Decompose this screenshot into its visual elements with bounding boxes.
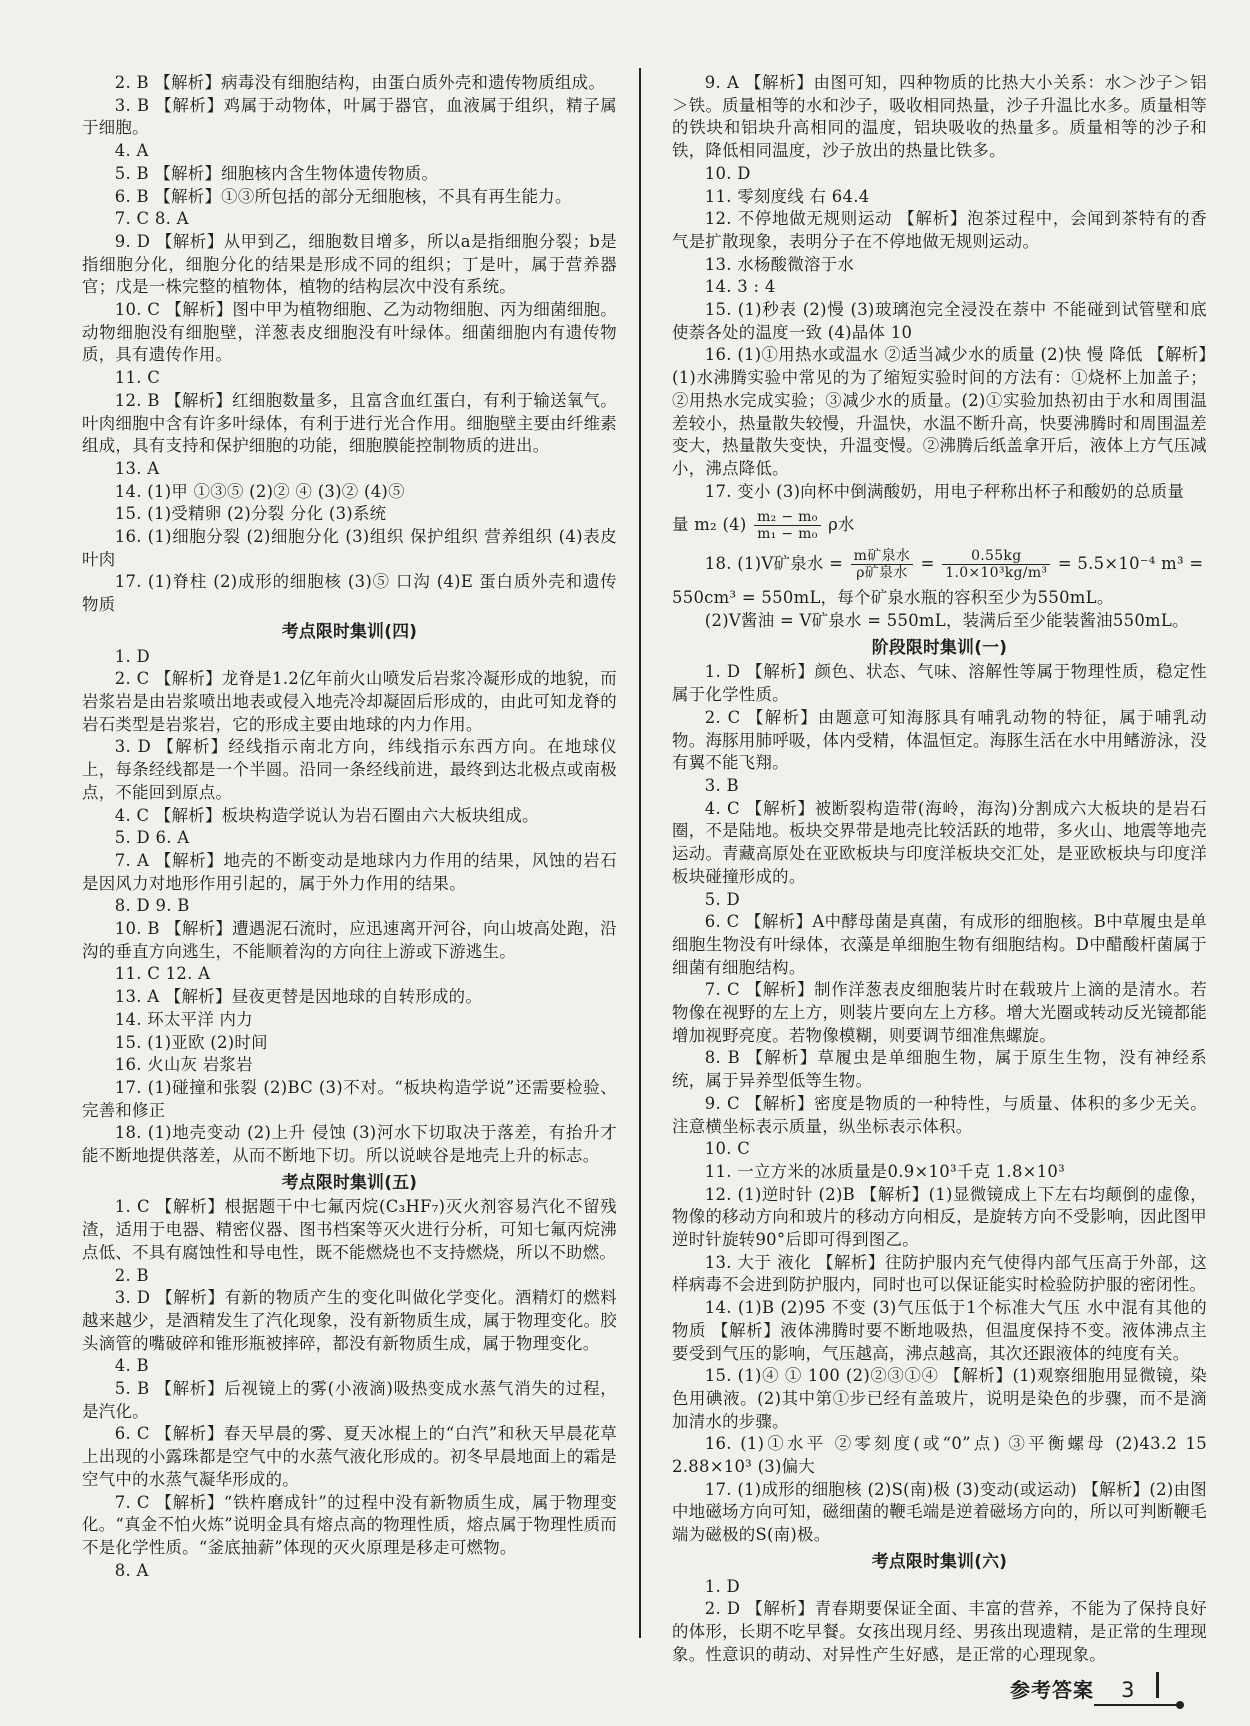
answer-item: 7. C 【解析】“铁杵磨成针”的过程中没有新物质生成，属于物理变化。“真金不怕火炼”说明金具有熔点高的物理性质，熔点属于物理性质而不是化学性质。“釜底抽薪”体现的灭火原理是移走可燃物。 xyxy=(82,1492,617,1557)
answer-18-line-2: 550cm³ = 550mL，每个矿泉水瓶的容积至少为550mL。 xyxy=(672,588,1114,608)
fraction-numerator: m₂ − m₀ xyxy=(754,509,821,526)
answer-item: 13. 大于 液化 【解析】往防护服内充气使得内部气压高于外部，这样病毒不会进到防护服内，同时也可以保证能实时检验防护服的密闭性。 xyxy=(672,1252,1207,1295)
answer-17-formula: 量 m₂ (4) $\frac{\text{m₂ − m₀}}{\text{m₁ − m₀}}$ ρ水 xyxy=(672,509,855,543)
density-fraction xyxy=(754,509,821,542)
answer-item: 8. A xyxy=(114,1560,149,1580)
answer-item: 7. C 8. A xyxy=(114,209,189,229)
fraction-denominator: m₁ − m₀ xyxy=(757,526,818,543)
answer-item: 3. D 【解析】经线指示南北方向，纬线指示东西方向。在地球仪上，每条经线都是一个半圆。沿同一条经线前进，最终到达北极点或南极点，不能回到原点。 xyxy=(82,737,617,802)
answer-item: 1. D xyxy=(114,646,150,666)
answer-18-line-3: (2)V酱油 = V矿泉水 = 550mL，装满后至少能装酱油550mL。 xyxy=(704,611,1189,631)
footer-bar xyxy=(1156,1672,1159,1698)
answer-item: 14. (1)B (2)95 不变 (3)气压低于1个标准大气压 水中混有其他的物质 【解析】液体沸腾时要不断地吸热，但温度保持不变。液体沸点主要受到气压的影响，气压越高，沸点越高，其次还跟液体的纯度有关。 xyxy=(672,1298,1207,1363)
answer-item: 4. C 【解析】被断裂构造带(海岭，海沟)分割成六大板块的是岩石圈，不是陆地。板块交界带是地壳比较活跃的地带，多火山、地震等地壳运动。青藏高原处在亚欧板块与印度洋板块交汇处，是亚欧板块与印度洋板块碰撞形成的。 xyxy=(672,798,1207,886)
answer-item: 10. C 【解析】图中甲为植物细胞、乙为动物细胞、丙为细菌细胞。动物细胞没有细胞壁，洋葱表皮细胞没有叶绿体。细菌细胞内有遗传物质，具有遗传作用。 xyxy=(82,300,617,365)
answer-item: 6. C 【解析】A中酵母菌是真菌，有成形的细胞核。B中草履虫是单细胞生物没有叶绿体，衣藻是单细胞生物有细胞结构。D中醋酸杆菌属于细菌有细胞结构。 xyxy=(672,912,1207,977)
right-answers-block-3 xyxy=(672,1576,1207,1667)
answer-item: 1. D xyxy=(704,1576,740,1596)
answer-item: 15. (1)亚欧 (2)时间 xyxy=(114,1032,268,1052)
answer-item: 14. 3 : 4 xyxy=(704,277,776,297)
answer-item: 14. (1)甲 ①③⑤ (2)② ④ (3)② (4)⑤ xyxy=(114,481,405,501)
q18-result: = 5.5×10⁻⁴ m³ = xyxy=(1057,554,1204,574)
left-answers-block-3 xyxy=(82,1196,617,1582)
mass-m2: m₂ xyxy=(694,515,717,535)
answer-item: 12. (1)逆时针 (2)B 【解析】(1)显微镜成上下左右均颠倒的虚像，物像的移动方向和玻片的移动方向相反，是旋转方向不受影响，因此图甲逆时针旋转90°后即可得到图乙。 xyxy=(672,1184,1207,1250)
answer-item: 17. (1)脊柱 (2)成形的细胞核 (3)⑤ 口沟 (4)E 蛋白质外壳和遗传物质 xyxy=(82,572,617,615)
answer-item: 5. D 6. A xyxy=(114,828,190,848)
answer-item: 4. A xyxy=(114,141,149,161)
q18-prefix: 18. (1)V矿泉水 = xyxy=(704,554,844,574)
answer-item: 8. D 9. B xyxy=(114,896,190,916)
part-4-label: (4) xyxy=(722,515,747,535)
answer-item: 2. C 【解析】由题意可知海豚具有哺乳动物的特征，属于哺乳动物。海豚用肺呼吸，体内受精，体温恒定。海豚生活在水中用鳍游泳，没有翼不能飞翔。 xyxy=(672,707,1207,773)
answer-item: 6. C 【解析】春天早晨的雾、夏天冰棍上的“白汽”和秋天早晨花草上出现的小露珠都是空气中的水蒸气液化形成的。初冬早晨地面上的霜是空气中的水蒸气凝华形成的。 xyxy=(82,1424,617,1489)
answer-item: 5. B 【解析】细胞核内含生物体遗传物质。 xyxy=(114,163,439,183)
answer-item: 11. C xyxy=(114,368,161,388)
answer-item: 16. (1)①用热水或温水 ②适当减少水的质量 (2)快 慢 降低 【解析】(1)水沸腾实验中常见的为了缩短实验时间的方法有：①烧杯上加盖子；②用热水完成实验；③减少水的质量。(2)①实验加热初由于水和周围温差较小，热量散失较慢，升温快，水温不断升高，快要沸腾时和周围温差变大，热量散失变快，升温变慢。②沸腾后纸盖拿开后，液体上方气压减小，沸点降低。 xyxy=(672,345,1207,478)
answer-item: 10. B 【解析】遭遇泥石流时，应迅速离开河谷，向山坡高处跑，沿沟的垂直方向逃生，不能顺着沟的方向往上游或下游逃生。 xyxy=(82,919,617,961)
page-footer xyxy=(1010,1674,1134,1703)
answer-item: 17. (1)成形的细胞核 (2)S(南)极 (3)变动(或运动) 【解析】(2)由图中地磁场方向可知，磁细菌的鞭毛端是逆着磁场方向的，所以可判断鞭毛端为磁极的S(南)极。 xyxy=(672,1479,1207,1545)
section-title-5: 考点限时集训(五) xyxy=(281,1171,418,1192)
answer-item: 13. 水杨酸微溶于水 xyxy=(704,254,855,274)
answer-item: 18. (1)地壳变动 (2)上升 侵蚀 (3)河水下切取决于落差，有抬升才能不断地提供落差，从而不断地下切。所以说峡谷是地壳上升的标志。 xyxy=(82,1123,617,1166)
q18-fraction-1 xyxy=(851,548,913,581)
answer-item: 4. B xyxy=(114,1356,149,1376)
answer-item: 11. 一立方米的冰质量是0.9×10³千克 1.8×10³ xyxy=(704,1161,1066,1181)
answer-item: 16. (1)①水平 ②零刻度(或“0”点) ③平衡螺母 (2)43.2 15 2.88×10³ (3)偏大 xyxy=(672,1434,1207,1477)
answer-item: 17. 变小 (3)向杯中倒满酸奶，用电子秤称出杯子和酸奶的总质量 xyxy=(704,481,1185,501)
answer-item: 12. 不停地做无规则运动 【解析】泡茶过程中，会闻到茶特有的香气是扩散现象，表明分子在不停地做无规则运动。 xyxy=(672,209,1207,251)
q18-equals: = xyxy=(920,554,935,574)
answer-item: 17. (1)碰撞和张裂 (2)BC (3)不对。“板块构造学说”还需要检验、完善和修正 xyxy=(82,1077,617,1120)
answer-item: 13. A xyxy=(114,458,160,478)
answer-item: 16. 火山灰 岩浆岩 xyxy=(114,1055,253,1075)
answer-item: 5. D xyxy=(704,889,740,909)
answer-item: 9. C 【解析】密度是物质的一种特性，与质量、体积的多少无关。注意横坐标表示质量，纵坐标表示体积。 xyxy=(672,1093,1207,1136)
answer-item: 12. B 【解析】红细胞数量多，且富含血红蛋白，有利于输送氧气。叶肉细胞中含有许多叶绿体，有利于进行光合作用。细胞壁主要由纤维素组成，具有支持和保护细胞的功能，细胞膜能控制物质的进出。 xyxy=(82,390,617,456)
answer-item: 2. B xyxy=(114,1265,149,1285)
answer-item: 16. (1)细胞分裂 (2)细胞分化 (3)组织 保护组织 营养组织 (4)表皮 叶肉 xyxy=(82,527,617,569)
answer-item: 7. C 【解析】制作洋葱表皮细胞装片时在载玻片上滴的是清水。若物像在视野的左上方，则装片要向左上方移。增大光圈或转动反光镜都能增加视野亮度。若物像模糊，则要调节细准焦螺旋。 xyxy=(672,980,1207,1045)
answer-item: 1. C 【解析】根据题干中七氟丙烷(C₃HF₇)灭火剂容易汽化不留残渣，适用于电器、精密仪器、图书档案等灭火进行分析，可知七氟丙烷沸点低、不具有腐蚀性和导电性，既不能燃烧也不支持燃烧，所以不助燃。 xyxy=(82,1197,617,1262)
answer-item: 9. D 【解析】从甲到乙，细胞数目增多，所以a是指细胞分裂；b是指细胞分化，细胞分化的结果是形成不同的组织；丁是叶，属于营养器官；戊是一株完整的植物体，植物的结构层次中没有系统。 xyxy=(82,231,617,297)
footer-dot xyxy=(1176,1701,1184,1709)
left-answers-block-2 xyxy=(82,646,617,1168)
stage-title-1: 阶段限时集训(一) xyxy=(871,636,1008,657)
q18-frac2-denominator: 1.0×10³kg/m³ xyxy=(945,565,1048,582)
right-answers-block-1 xyxy=(672,72,1207,503)
answer-item: 15. (1)受精卵 (2)分裂 分化 (3)系统 xyxy=(114,504,387,524)
answer-item: 13. A 【解析】昼夜更替是因地球的自转形成的。 xyxy=(114,987,483,1007)
answer-item: 15. (1)④ ① 100 (2)②③①④ 【解析】(1)观察细胞用显微镜，染色用碘液。(2)其中第①步已经有盖玻片，说明是染色的步骤，而不是滴加清水的步骤。 xyxy=(672,1366,1207,1431)
answer-item: 1. D 【解析】颜色、状态、气味、溶解性等属于物理性质，稳定性属于化学性质。 xyxy=(672,662,1207,705)
right-column xyxy=(672,72,1207,1666)
answer-item: 2. D 【解析】青春期要保证全面、丰富的营养，不能为了保持良好的体形，长期不吃早餐。女孩出现月经、男孩出现遗精，是正常的生理现象。性意识的萌动、对异性产生好感，是正常的心理现象。 xyxy=(672,1599,1207,1664)
answer-item: 15. (1)秒表 (2)慢 (3)玻璃泡完全浸没在萘中 不能碰到试管壁和底 使萘各处的温度一致 (4)晶体 10 xyxy=(672,300,1207,342)
section-title-4: 考点限时集训(四) xyxy=(281,620,418,641)
answer-item: 8. B 【解析】草履虫是单细胞生物，属于原生生物，没有神经系统，属于异养型低等生物。 xyxy=(672,1048,1207,1091)
answer-18-formula xyxy=(672,548,1207,581)
answer-item: 2. C 【解析】龙脊是1.2亿年前火山喷发后岩浆冷凝形成的地貌，而岩浆岩是由岩浆喷出地表或侵入地壳冷却凝固后形成的，由此可知龙脊的岩石类型是岩浆岩，它的形成主要由地球的内力作用。 xyxy=(82,669,617,734)
footer-underline xyxy=(1094,1704,1178,1706)
rho-water: ρ水 xyxy=(828,515,855,535)
answer-item: 3. B 【解析】鸡属于动物体，叶属于器官，血液属于组织，精子属于细胞。 xyxy=(82,95,617,138)
answer-item: 10. D xyxy=(704,163,751,183)
answer-item: 4. C 【解析】板块构造学说认为岩石圈由六大板块组成。 xyxy=(114,805,539,825)
answer-item: 2. B 【解析】病毒没有细胞结构，由蛋白质外壳和遗传物质组成。 xyxy=(114,73,606,92)
answer-item: 3. B xyxy=(704,775,739,795)
q18-fraction-2 xyxy=(942,548,1050,581)
page-number: 3 xyxy=(1121,1678,1135,1702)
left-answers-block-1 xyxy=(82,72,617,617)
answer-item: 7. A 【解析】地壳的不断变动是地球内力作用的结果，风蚀的岩石是因风力对地形作用引起的，属于外力作用的结果。 xyxy=(82,850,617,893)
answer-item: 3. D 【解析】有新的物质产生的变化叫做化学变化。酒精灯的燃料越来越少，是酒精发生了汽化现象，没有新物质生成，属于物理变化。胶头滴管的嘴破碎和锥形瓶被摔碎，都没有新物质生成，属于物理变化。 xyxy=(82,1288,617,1353)
column-divider xyxy=(639,68,641,1638)
answer-item: 10. C xyxy=(704,1139,751,1159)
section-title-6: 考点限时集训(六) xyxy=(871,1550,1008,1571)
answer-item: 5. B 【解析】后视镜上的雾(小液滴)吸热变成水蒸气消失的过程，是汽化。 xyxy=(82,1379,617,1421)
answer-item: 9. A 【解析】由图可知，四种物质的比热大小关系：水＞沙子＞铝＞铁。质量相等的水和沙子，吸收相同热量，沙子升温比水多。质量相等的铁块和铝块升高相同的温度，铝块吸收的热量多。质量相等的沙子和铁，降低相同温度，沙子放出的热量比铁多。 xyxy=(672,73,1207,161)
right-answers-block-2 xyxy=(672,661,1207,1546)
answer-item: 11. 零刻度线 右 64.4 xyxy=(704,186,870,206)
left-column xyxy=(82,72,617,1582)
q18-frac2-numerator: 0.55kg xyxy=(942,548,1050,565)
footer-label: 参考答案 xyxy=(1010,1678,1094,1702)
answer-item: 14. 环太平洋 内力 xyxy=(114,1009,253,1029)
q18-frac1-denominator: ρ矿泉水 xyxy=(856,565,908,582)
answer-item: 11. C 12. A xyxy=(114,964,211,984)
q18-frac1-numerator: m矿泉水 xyxy=(851,548,913,565)
answer-item: 6. B 【解析】①③所包括的部分无细胞核，不具有再生能力。 xyxy=(114,186,572,206)
